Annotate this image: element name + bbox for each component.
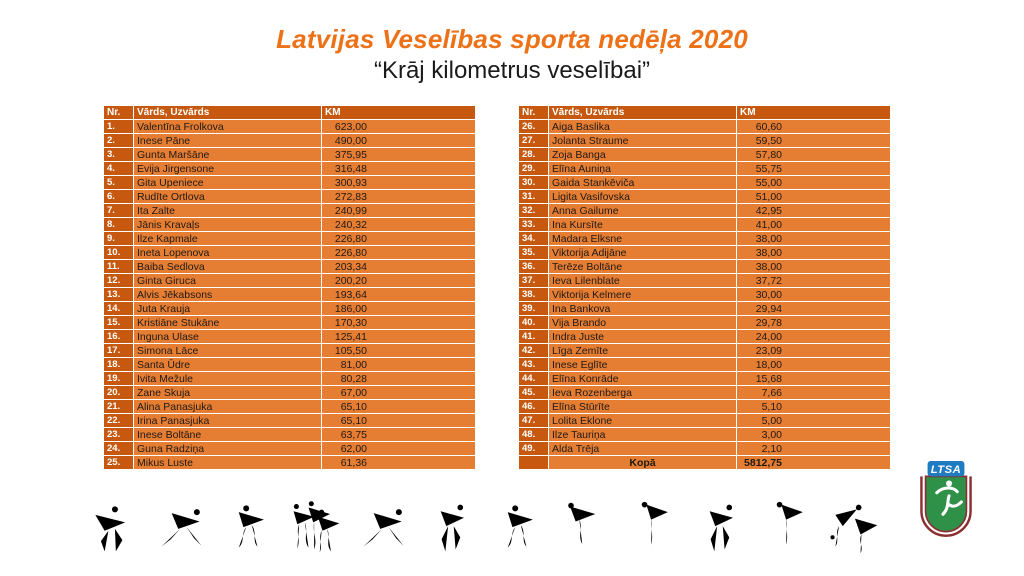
cell-name: Ligita Vasifovska [549, 190, 737, 204]
table-row [104, 148, 476, 162]
cell-km [322, 232, 476, 246]
km-value: 105,50 [334, 344, 367, 357]
page-subtitle: “Krāj kilometrus veselībai” [373, 57, 651, 84]
cell-name: Kristiāne Stukāne [134, 316, 322, 330]
cell-name: Inguna Ulase [134, 330, 322, 344]
table-row [104, 260, 476, 274]
cell-km [322, 134, 476, 148]
cell-name: Ineta Lopenova [134, 246, 322, 260]
cell-km [322, 176, 476, 190]
cell-name: Ilze Kapmale [134, 232, 322, 246]
col-header-nr: Nr. [104, 106, 134, 120]
table-row [104, 400, 476, 414]
km-value: 42,95 [755, 204, 782, 217]
table-row [519, 260, 891, 274]
col-header-name: Vārds, Uzvārds [134, 106, 322, 120]
cell-name: Alina Panasjuka [134, 400, 322, 414]
cell-number: 10. [104, 246, 134, 260]
cell-number: 22. [104, 414, 134, 428]
table-row [104, 232, 476, 246]
cell-name: Ita Zalte [134, 204, 322, 218]
km-value: 30,00 [755, 288, 782, 301]
cell-km [322, 456, 476, 470]
cell-number: 39. [519, 302, 549, 316]
km-value: 186,00 [334, 302, 367, 315]
km-value: 200,20 [334, 274, 367, 287]
cell-number: 11. [104, 260, 134, 274]
table-row [519, 442, 891, 456]
cell-number: 43. [519, 358, 549, 372]
cell-number: 37. [519, 274, 549, 288]
cell-number: 9. [104, 232, 134, 246]
total-km-cell [737, 456, 891, 470]
cell-name: Elīna Konrāde [549, 372, 737, 386]
cell-km [322, 442, 476, 456]
table-row [519, 316, 891, 330]
ltsa-logo [912, 460, 980, 548]
cell-name: Ina Kursīte [549, 218, 737, 232]
km-value: 226,80 [334, 232, 367, 245]
cell-km [737, 232, 891, 246]
cell-name: Alda Trēja [549, 442, 737, 456]
total-empty-cell [519, 456, 549, 470]
km-value: 65,10 [340, 414, 367, 427]
col-header-nr: Nr. [519, 106, 549, 120]
table-row [519, 246, 891, 260]
table-row [519, 162, 891, 176]
km-value: 81,00 [340, 358, 367, 371]
athlete-pictogram-row [86, 498, 882, 560]
cell-name: Ilze Tauriņa [549, 428, 737, 442]
sprinter-pictogram-icon [153, 498, 209, 558]
cell-name: Aiga Baslika [549, 120, 737, 134]
cell-km [737, 134, 891, 148]
cell-name: Ieva Lilenblate [549, 274, 737, 288]
cell-number: 18. [104, 358, 134, 372]
cell-number: 38. [519, 288, 549, 302]
table-row [104, 190, 476, 204]
cell-number: 41. [519, 330, 549, 344]
table-row [104, 330, 476, 344]
table-row [519, 190, 891, 204]
table-row [104, 162, 476, 176]
standing-pictogram-icon [624, 498, 680, 558]
cell-number: 47. [519, 414, 549, 428]
cell-number: 35. [519, 246, 549, 260]
runner-pictogram-icon [86, 498, 142, 558]
table-row [104, 358, 476, 372]
cell-km [322, 386, 476, 400]
km-value: 41,00 [755, 218, 782, 231]
table-row [519, 358, 891, 372]
cell-km [322, 274, 476, 288]
cell-km [737, 344, 891, 358]
cell-name: Irina Panasjuka [134, 414, 322, 428]
table-row [519, 330, 891, 344]
km-value: 23,09 [755, 344, 782, 357]
km-value: 60,60 [755, 120, 782, 133]
table-row [104, 428, 476, 442]
cell-name: Santa Ūdre [134, 358, 322, 372]
cell-number: 26. [519, 120, 549, 134]
table-row [104, 120, 476, 134]
gymnast-pictogram-icon [422, 498, 478, 558]
cell-km [737, 330, 891, 344]
km-value: 38,00 [755, 246, 782, 259]
cell-number: 32. [519, 204, 549, 218]
cell-km [322, 246, 476, 260]
cell-name: Gita Upeniece [134, 176, 322, 190]
cell-number: 21. [104, 400, 134, 414]
cell-km [322, 330, 476, 344]
km-value: 240,99 [334, 204, 367, 217]
header-row [104, 106, 476, 120]
cell-number: 6. [104, 190, 134, 204]
table-row [104, 456, 476, 470]
cell-name: Lolita Eklone [549, 414, 737, 428]
col-header-km: KM [737, 106, 891, 120]
cell-name: Valentīna Frolkova [134, 120, 322, 134]
cell-number: 28. [519, 148, 549, 162]
table-row [519, 148, 891, 162]
cell-km [737, 428, 891, 442]
cell-name: Rudīte Ortlova [134, 190, 322, 204]
cell-name: Evija Jirgensone [134, 162, 322, 176]
cell-name: Zane Skuja [134, 386, 322, 400]
cell-name: Mikus Luste [134, 456, 322, 470]
table-row [104, 176, 476, 190]
km-value: 29,94 [755, 302, 782, 315]
table-row [519, 302, 891, 316]
cell-km [737, 148, 891, 162]
cell-name: Vija Brando [549, 316, 737, 330]
cell-number: 30. [519, 176, 549, 190]
jumper-pictogram-icon [221, 498, 277, 558]
table-row [104, 218, 476, 232]
cell-km [737, 316, 891, 330]
runners-group-pictogram-icon [288, 498, 344, 558]
table-row [519, 204, 891, 218]
km-value: 7,66 [761, 386, 782, 399]
cell-name: Terēze Boltāne [549, 260, 737, 274]
cell-km [322, 400, 476, 414]
cell-number: 36. [519, 260, 549, 274]
table-row [519, 344, 891, 358]
cell-number: 48. [519, 428, 549, 442]
km-value: 300,93 [334, 176, 367, 189]
cell-km [737, 288, 891, 302]
gymnast-pictogram-icon [691, 498, 747, 558]
km-value: 59,50 [755, 134, 782, 147]
km-value: 226,80 [334, 246, 367, 259]
cell-name: Baiba Sedlova [134, 260, 322, 274]
table-row [104, 204, 476, 218]
km-value: 375,95 [334, 148, 367, 161]
cell-name: Alvis Jēkabsons [134, 288, 322, 302]
cell-number: 13. [104, 288, 134, 302]
table-row [104, 442, 476, 456]
cell-name: Līga Zemīte [549, 344, 737, 358]
cell-km [737, 400, 891, 414]
km-value: 203,34 [334, 260, 367, 273]
cell-km [322, 414, 476, 428]
standing-pictogram-icon [759, 498, 815, 558]
cell-name: Viktorija Kelmere [549, 288, 737, 302]
km-value: 62,00 [340, 442, 367, 455]
km-value: 5,00 [761, 414, 782, 427]
km-value: 15,68 [755, 372, 782, 385]
cell-km [737, 386, 891, 400]
cell-number: 42. [519, 344, 549, 358]
cell-number: 8. [104, 218, 134, 232]
cell-name: Ieva Rozenberga [549, 386, 737, 400]
cell-number: 46. [519, 400, 549, 414]
cell-name: Jānis Kravaļs [134, 218, 322, 232]
table-row [519, 232, 891, 246]
cell-number: 16. [104, 330, 134, 344]
cell-number: 19. [104, 372, 134, 386]
cell-number: 29. [519, 162, 549, 176]
cell-number: 40. [519, 316, 549, 330]
cell-km [322, 358, 476, 372]
cell-km [322, 190, 476, 204]
cell-km [737, 162, 891, 176]
km-value: 2,10 [761, 442, 782, 455]
table-row [104, 372, 476, 386]
km-value: 170,30 [334, 316, 367, 329]
cell-name: Indra Juste [549, 330, 737, 344]
jumper-pictogram-icon [490, 498, 546, 558]
rider-pictogram-icon [826, 498, 882, 558]
km-value: 63,75 [340, 428, 367, 441]
cell-km [737, 274, 891, 288]
cell-km [737, 372, 891, 386]
cell-number: 31. [519, 190, 549, 204]
cell-name: Anna Gailume [549, 204, 737, 218]
col-header-km: KM [322, 106, 476, 120]
cell-km [737, 218, 891, 232]
cell-number: 12. [104, 274, 134, 288]
cell-name: Elīna Stūrīte [549, 400, 737, 414]
table-row [104, 288, 476, 302]
cell-km [737, 176, 891, 190]
km-value: 272,83 [334, 190, 367, 203]
km-value: 38,00 [755, 232, 782, 245]
cell-name: Ginta Giruca [134, 274, 322, 288]
cell-number: 24. [104, 442, 134, 456]
km-value: 61,36 [340, 456, 367, 469]
cell-km [737, 204, 891, 218]
cell-name: Simona Lāce [134, 344, 322, 358]
cell-km [737, 246, 891, 260]
table-row [104, 316, 476, 330]
table-row [519, 274, 891, 288]
cell-km [322, 316, 476, 330]
cell-number: 3. [104, 148, 134, 162]
cell-km [322, 260, 476, 274]
cell-number: 17. [104, 344, 134, 358]
km-value: 240,32 [334, 218, 367, 231]
cell-number: 23. [104, 428, 134, 442]
table-row [519, 134, 891, 148]
header-row [519, 106, 891, 120]
cell-number: 2. [104, 134, 134, 148]
table-row [519, 400, 891, 414]
cell-km [322, 372, 476, 386]
cell-number: 20. [104, 386, 134, 400]
col-header-name: Vārds, Uzvārds [549, 106, 737, 120]
cell-km [322, 344, 476, 358]
cell-number: 45. [519, 386, 549, 400]
km-value: 65,10 [340, 400, 367, 413]
table-row [104, 274, 476, 288]
table-row [519, 288, 891, 302]
table-row [519, 120, 891, 134]
cell-number: 5. [104, 176, 134, 190]
cell-name: Viktorija Adijāne [549, 246, 737, 260]
table-row [104, 134, 476, 148]
cell-km [737, 190, 891, 204]
cell-name: Juta Krauja [134, 302, 322, 316]
sprinter-pictogram-icon [355, 498, 411, 558]
cell-km [322, 302, 476, 316]
cell-number: 7. [104, 204, 134, 218]
cell-km [322, 204, 476, 218]
cell-name: Elīna Auniņa [549, 162, 737, 176]
cell-km [322, 148, 476, 162]
cell-number: 25. [104, 456, 134, 470]
ltsa-logo-text: LTSA [930, 463, 962, 476]
km-value: 18,00 [755, 358, 782, 371]
table-row [519, 386, 891, 400]
km-value: 80,28 [340, 372, 367, 385]
cell-name: Zoja Banga [549, 148, 737, 162]
cell-name: Gunta Maršāne [134, 148, 322, 162]
cell-number: 27. [519, 134, 549, 148]
cell-name: Guna Radziņa [134, 442, 322, 456]
km-value: 51,00 [755, 190, 782, 203]
cell-number: 1. [104, 120, 134, 134]
skater-pictogram-icon [557, 498, 613, 558]
cell-name: Inese Eglīte [549, 358, 737, 372]
km-value: 37,72 [755, 274, 782, 287]
cell-name: Inese Pāne [134, 134, 322, 148]
cell-name: Inese Boltāne [134, 428, 322, 442]
cell-number: 34. [519, 232, 549, 246]
total-km-value: 5812,75 [744, 456, 782, 469]
km-value: 316,48 [334, 162, 367, 175]
cell-km [737, 260, 891, 274]
table-row [104, 344, 476, 358]
cell-km [322, 218, 476, 232]
results-table-left [103, 105, 476, 470]
km-value: 57,80 [755, 148, 782, 161]
cell-name: Jolanta Straume [549, 134, 737, 148]
km-value: 55,00 [755, 176, 782, 189]
cell-km [737, 302, 891, 316]
km-value: 24,00 [755, 330, 782, 343]
cell-km [737, 414, 891, 428]
cell-number: 15. [104, 316, 134, 330]
cell-name: Madara Elksne [549, 232, 737, 246]
km-value: 38,00 [755, 260, 782, 273]
table-row [519, 176, 891, 190]
table-row [519, 372, 891, 386]
km-value: 3,00 [761, 428, 782, 441]
cell-km [322, 120, 476, 134]
km-value: 490,00 [334, 134, 367, 147]
page-title: Latvijas Veselības sporta nedēļa 2020 [276, 24, 748, 54]
km-value: 29,78 [755, 316, 782, 329]
total-label: Kopā [549, 456, 737, 470]
km-value: 5,10 [761, 400, 782, 413]
cell-number: 49. [519, 442, 549, 456]
cell-km [322, 428, 476, 442]
cell-name: Gaida Stankēviča [549, 176, 737, 190]
km-value: 55,75 [755, 162, 782, 175]
cell-number: 4. [104, 162, 134, 176]
table-row [519, 428, 891, 442]
table-row [104, 414, 476, 428]
cell-km [737, 442, 891, 456]
table-row [519, 414, 891, 428]
cell-name: Ina Bankova [549, 302, 737, 316]
table-row [519, 218, 891, 232]
table-row [104, 386, 476, 400]
cell-name: Ivita Mežule [134, 372, 322, 386]
cell-km [737, 358, 891, 372]
km-value: 193,64 [334, 288, 367, 301]
cell-km [322, 162, 476, 176]
cell-number: 44. [519, 372, 549, 386]
table-row [104, 246, 476, 260]
km-value: 623,00 [334, 120, 367, 133]
km-value: 125,41 [334, 330, 367, 343]
cell-km [322, 288, 476, 302]
cell-number: 33. [519, 218, 549, 232]
table-row [104, 302, 476, 316]
cell-km [737, 120, 891, 134]
km-value: 67,00 [340, 386, 367, 399]
results-table-right [518, 105, 891, 470]
cell-number: 14. [104, 302, 134, 316]
total-row [519, 456, 891, 470]
